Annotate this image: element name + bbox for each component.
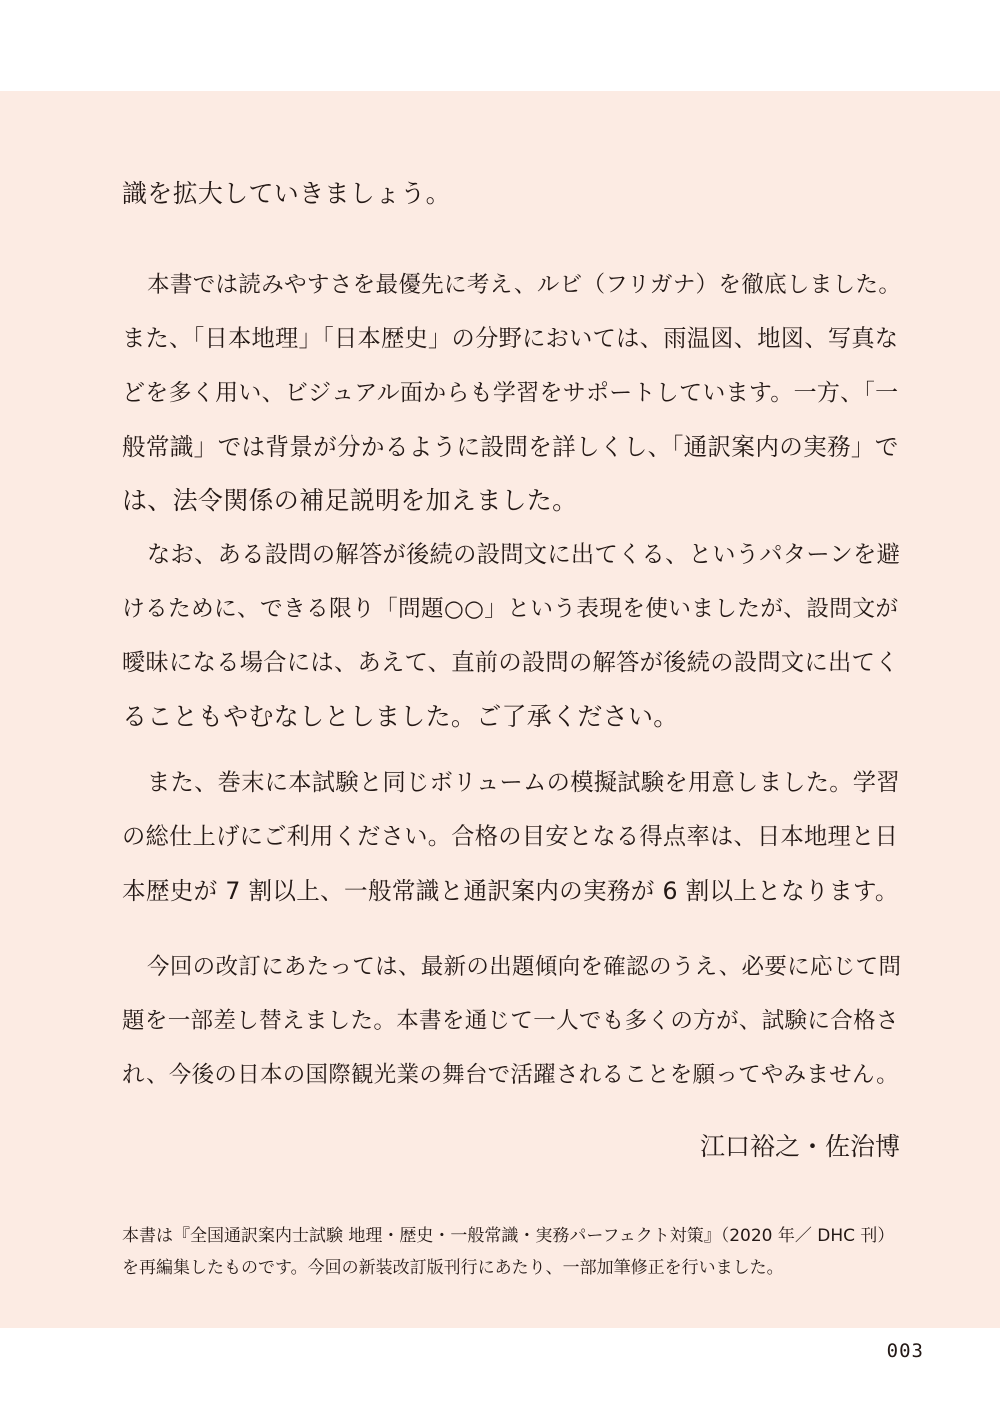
paragraph-line: また、「日本地理」「日本歴史」の分野においては、雨温図、地図、写真な — [122, 325, 899, 352]
paragraph-line: 般常識」では背景が分かるように設問を詳しくし、「通訳案内の実務」で — [122, 433, 899, 461]
paragraph-mock-exam — [122, 756, 902, 918]
paragraph-line: ることもやむなしとしました。ご了承ください。 — [122, 702, 679, 731]
paragraph-line: 本書では読みやすさを最優先に考え、ルビ（フリガナ）を徹底しました。 — [147, 272, 902, 298]
edition-note — [122, 1220, 912, 1284]
note-line: を再編集したものです。今回の新装改訂版刊行にあたり、一部加筆修正を行いました。 — [122, 1258, 784, 1278]
paragraph-line: なお、ある設問の解答が後続の設問文に出てくる、というパターンを避 — [147, 541, 901, 568]
paragraph-intro-continuation — [122, 167, 902, 221]
note-line: 本書は『全国通訳案内士試験 地理・歴史・一般常識・実務パーフェクト対策』（2020 年／ DHC 刊） — [122, 1226, 895, 1246]
paragraph-line: 曖昧になる場合には、あえて、直前の設問の解答が後続の設問文に出てく — [122, 649, 899, 676]
paragraph-line: 今回の改訂にあたっては、最新の出題傾向を確認のうえ、必要に応じて問 — [147, 954, 902, 980]
paragraph-line: どを多く用い、ビジュアル面からも学習をサポートしています。一方、「一 — [122, 380, 899, 406]
paragraph-revision — [122, 940, 902, 1102]
paragraph-line: れ、今後の日本の国際観光業の舞台で活躍されることを願ってやみません。 — [122, 1062, 899, 1088]
paragraph-line: 本歴史が 7 割以上、一般常識と通訳案内の実務が 6 割以上となります。 — [122, 877, 899, 905]
page-number: 003 — [886, 1340, 924, 1362]
paragraph-line: けるために、できる限り「問題○○」という表現を使いましたが、設問文が — [122, 596, 899, 622]
paragraph-line: また、巻末に本試験と同じボリュームの模擬試験を用意しました。学習 — [147, 769, 900, 796]
paragraph-readability — [122, 258, 902, 528]
paragraph-line: は、法令関係の補足説明を加えました。 — [122, 486, 578, 515]
paragraph-line: 題を一部差し替えました。本書を通じて一人でも多くの方が、試験に合格さ — [122, 1008, 899, 1034]
author-signature: 江口裕之・佐治博 — [699, 1132, 900, 1161]
paragraph-line: の総仕上げにご利用ください。合格の目安となる得点率は、日本地理と日 — [122, 823, 899, 850]
paragraph-line: 識を拡大していきましょう。 — [122, 179, 451, 208]
paragraph-question-references — [122, 528, 902, 744]
